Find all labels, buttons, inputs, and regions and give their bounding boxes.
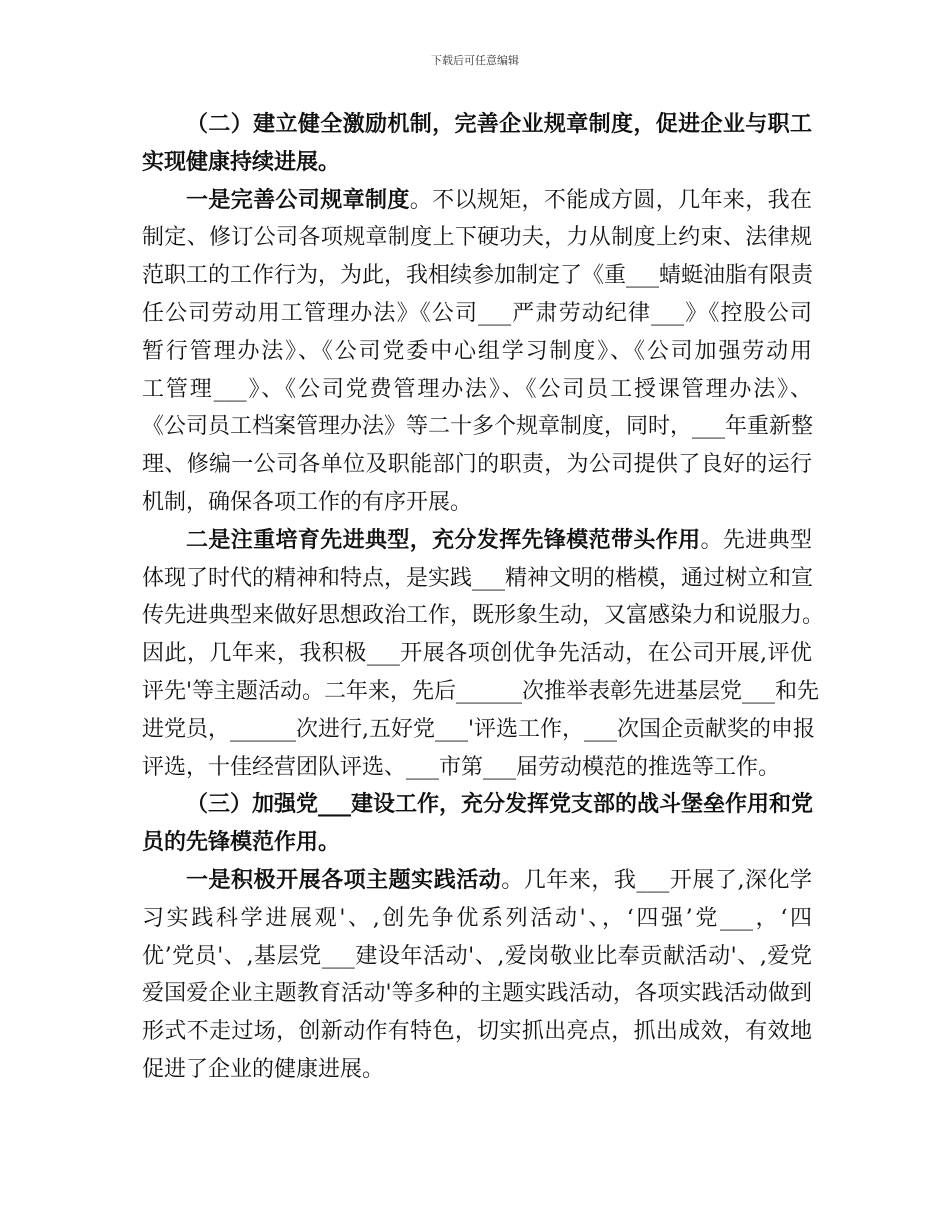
body-text: 体现了时代的精神和特点，是实践___精神文明的楷模，通过树立和宣 [142, 565, 814, 591]
text-line [142, 295, 812, 333]
text-line [142, 144, 812, 182]
text-line [142, 862, 812, 900]
text-line [142, 711, 816, 749]
body-text: 进党员，______次进行,五好党___'评选工作，___次国企贡献奖的申报 [142, 716, 816, 742]
text-line [142, 408, 812, 446]
bold-text: （三）加强党___建设工作，充分发挥党支部的战斗堡垒作用和党 [186, 791, 814, 818]
text-line [142, 333, 812, 371]
paragraph [142, 182, 812, 522]
text-line [142, 182, 812, 220]
section-heading [142, 786, 812, 862]
text-line [142, 900, 812, 938]
body-text: 形式不走过场，创新动作有特色，切实抓出亮点，抓出成效，有效地 [142, 1019, 812, 1045]
text-line [142, 597, 825, 635]
bold-text: 一是积极开展各项主题实践活动 [186, 866, 502, 893]
text-line [142, 1013, 812, 1051]
text-line [142, 938, 812, 976]
body-text: 促进了企业的健康进展。 [142, 1056, 385, 1082]
bold-text: 员的先锋模范作用。 [142, 829, 341, 856]
text-line [142, 635, 812, 673]
section-heading [142, 106, 812, 182]
text-line [142, 749, 812, 787]
bold-text: 二是注重培育先进典型，充分发挥先锋模范带头作用 [186, 526, 701, 553]
body-text: 因此，几年来，我积极___开展各项创优争先活动，在公司开展,评优 [142, 641, 812, 667]
text-line [142, 975, 812, 1013]
text-line [142, 371, 812, 409]
text-line [142, 219, 812, 257]
body-text: 优’党员'、,基层党___建设年活动'、,爱岗敬业比奉贡献活动'、,爱党 [142, 943, 812, 969]
paragraph [142, 522, 825, 787]
body-text: 。先进典型 [700, 527, 812, 553]
text-line [142, 106, 812, 144]
body-text: 机制，确保各项工作的有序开展。 [142, 489, 473, 515]
text-line [142, 786, 812, 824]
body-text: 理、修编一公司各单位及职能部门的职责，为公司提供了良好的运行 [142, 452, 812, 478]
body-text: 评先'等主题活动。二年来，先后______次推举表彰先进基层党___和先 [142, 678, 820, 704]
text-line [142, 446, 812, 484]
body-text: 制定、修订公司各项规章制度上下硬功夫，力从制度上约束、法律规 [142, 225, 812, 251]
body-text: 任公司劳动用工管理办法》《公司___严肃劳动纪律___》《控股公司 [142, 300, 812, 326]
body-text: 工管理___》、《公司党费管理办法》、《公司员工授课管理办法》、 [142, 376, 812, 402]
body-text: 爱国爱企业主题教育活动'等多种的主题实践活动，各项实践活动做到 [142, 981, 812, 1007]
text-line [142, 673, 820, 711]
bold-text: （二）建立健全激励机制，完善企业规章制度，促进企业与职工 [186, 111, 812, 137]
body-text: 。几年来，我___开展了,深化学 [501, 867, 812, 893]
text-line [142, 560, 812, 598]
text-line [142, 1051, 812, 1089]
body-text: 暂行管理办法》、《公司党委中心组学习制度》、《公司加强劳动用 [142, 338, 812, 364]
bold-text: 一是完善公司规章制度 [186, 186, 410, 213]
body-text: 评选，十佳经营团队评选、___市第___届劳动模范的推选等工作。 [142, 754, 781, 780]
body-text: 范职工的工作行为，为此，我相续参加制定了《重___蜻蜓油脂有限责 [142, 263, 814, 289]
body-text: 习实践科学进展观'、,创先争优系列活动'、，‘四强’党___，‘四 [142, 905, 812, 931]
page-header: 下载后可任意编辑 [431, 54, 519, 67]
bold-text: 实现健康持续进展。 [142, 148, 341, 175]
text-line [142, 257, 812, 295]
text-line [142, 824, 812, 862]
text-line [142, 522, 812, 560]
body-text: 。不以规矩，不能成方圆，几年来，我在 [409, 187, 812, 213]
paragraph [142, 862, 812, 1089]
body-text: 《公司员工档案管理办法》等二十多个规章制度，同时，___年重新整 [142, 414, 814, 440]
document-body [142, 106, 825, 1089]
body-text: 传先进典型来做好思想政治工作，既形象生动，又富感染力和说服力。 [142, 603, 825, 629]
text-line [142, 484, 812, 522]
